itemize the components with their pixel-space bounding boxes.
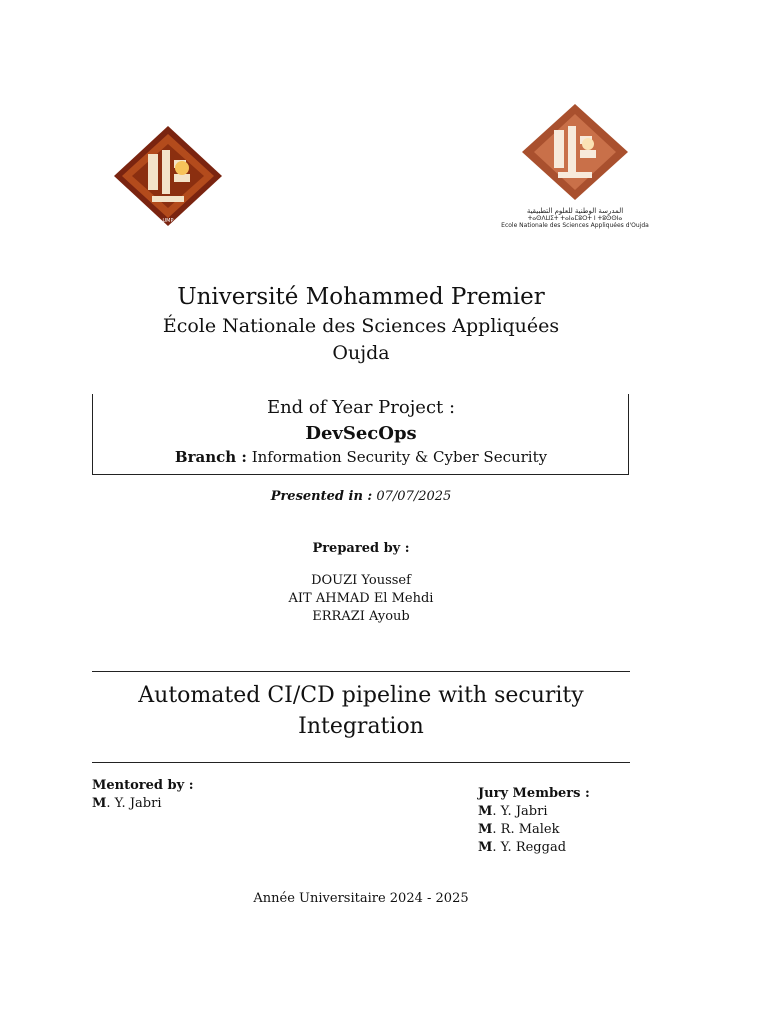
prepared-label: Prepared by : — [312, 541, 410, 556]
mentor-name: M. Y. Jabri — [92, 796, 162, 811]
school-name: École Nationale des Sciences Appliquées — [162, 315, 560, 337]
presented-date: 07/07/2025 — [376, 489, 452, 504]
mentored-block — [92, 777, 194, 813]
project-title: DevSecOps — [305, 423, 417, 444]
thesis-title-line2: Integration — [298, 714, 424, 739]
jury-block — [478, 785, 590, 857]
jury-label: Jury Members : — [478, 786, 590, 801]
jury-member: M. R. Malek — [478, 822, 560, 837]
university-logo-icon — [112, 124, 224, 228]
ensa-french-name: Ecole Nationale des Sciences Appliquées d'Oujda — [501, 222, 649, 229]
author-name: ERRAZI Ayoub — [312, 609, 410, 624]
project-branch — [92, 448, 630, 466]
ensa-logo-icon — [520, 102, 630, 204]
author-name: AIT AHMAD El Mehdi — [288, 591, 434, 606]
school-city: Oujda — [332, 342, 390, 364]
prepared-names — [92, 572, 630, 626]
university-name: Université Mohammed Premier — [177, 284, 545, 310]
mentored-label: Mentored by : — [92, 778, 194, 793]
ensa-tifinagh-name: ⵜⴰⵙⴷⵡⵉⵜ ⵜⴰⵏⴰⵎⵓⵔⵜ ⵏ ⵜⵓⵙⵙⵏⴰ — [527, 215, 623, 222]
svg-text:UMP: UMP — [162, 218, 174, 224]
title-top-rule — [92, 671, 630, 672]
branch-value: Information Security & Cyber Security — [251, 448, 548, 466]
jury-member: M. Y. Reggad — [478, 840, 567, 855]
presented-line — [92, 489, 630, 504]
branch-label: Branch : — [174, 448, 247, 466]
ensa-arabic-name: المدرسة الوطنية للعلوم التطبيقية — [526, 207, 624, 215]
author-name: DOUZI Youssef — [311, 573, 411, 588]
academic-year: Année Universitaire 2024 - 2025 — [253, 891, 469, 906]
presented-label: Presented in : — [270, 489, 373, 504]
thesis-title — [92, 680, 630, 742]
title-bottom-rule — [92, 762, 630, 763]
jury-member: M. Y. Jabri — [478, 804, 548, 819]
thesis-title-line1: Automated CI/CD pipeline with security — [138, 683, 584, 708]
ensa-logo-caption — [500, 208, 650, 229]
project-type: End of Year Project : — [266, 397, 456, 418]
